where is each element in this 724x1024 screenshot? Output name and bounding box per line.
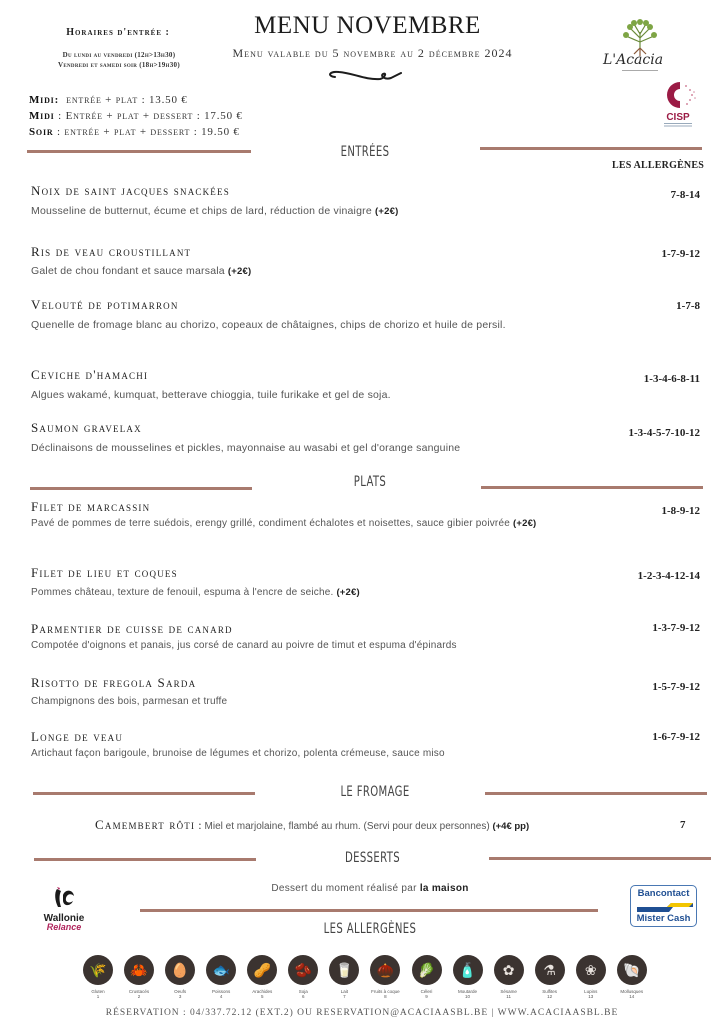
dish-allergens: 1-5-7-9-12	[652, 681, 700, 693]
soy-icon: 🫘	[288, 955, 318, 985]
hours-weekend: Vendredi et samedi soir (18h>19h30)	[58, 61, 180, 69]
hours-weekday: Du lundi au vendredi (12h>13h30)	[62, 51, 176, 59]
fish-icon: 🐟	[206, 955, 236, 985]
dish-description: Déclinaisons de mousselines et pickles, mayonnaise au wasabi et gel d'orange sanguine	[31, 442, 461, 454]
wallonie-relance-logo: Wallonie Relance	[34, 885, 94, 932]
section-title-plats: PLATS	[353, 474, 387, 490]
allergen-crustaces: 🦀 Crustacés 2	[121, 955, 157, 999]
separator-right	[481, 486, 703, 489]
hours-title: Horaires d'entrée :	[66, 27, 170, 38]
section-title-desserts: DESSERTS	[344, 850, 401, 866]
separator-right	[485, 792, 707, 795]
separator-left	[33, 792, 255, 795]
dish-description: Algues wakamé, kumquat, betterave chioggia, tuile furikake et gel de soja.	[31, 389, 391, 401]
dish-allergens: 1-3-4-6-8-11	[643, 373, 700, 385]
cisp-logo-icon	[656, 78, 700, 128]
formula-midi-1: Midi: entrée + plat : 13.50 €	[29, 94, 188, 106]
dish-allergens: 7-8-14	[670, 189, 700, 201]
dish-description: Mousseline de butternut, écume et chips de lard, réduction de vinaigre (+2€)	[31, 205, 399, 217]
allergens-column-header: LES ALLERGÈNES	[611, 160, 704, 171]
dish-description: Compotée d'oignons et panais, jus corsé de canard au poivre de timut et espuma d'épinards	[31, 640, 457, 651]
dish-name: Parmentier de cuisse de canard	[31, 621, 233, 636]
allergen-icons-row	[80, 955, 650, 999]
allergen-oeufs: 🥚 Oeufs 3	[162, 955, 198, 999]
svg-text:CISP: CISP	[666, 112, 690, 123]
formula-midi-2: Midi : Entrée + plat + dessert : 17.50 €	[29, 110, 243, 122]
dish-name: Ceviche d'hamachi	[31, 367, 149, 382]
dish-name: Filet de lieu et coques	[31, 565, 178, 580]
allergen-moutarde: 🧴 Moutarde 10	[450, 955, 486, 999]
dish-name: Risotto de fregola Sarda	[31, 675, 197, 690]
allergen-lupins: ❀ Lupins 13	[573, 955, 609, 999]
allergen-gluten: 🌾 Gluten 1	[80, 955, 116, 999]
mustard-icon: 🧴	[453, 955, 483, 985]
acacia-logo-tagline	[622, 70, 658, 71]
shell-icon: 🐚	[617, 955, 647, 985]
allergen-arachides: 🥜 Arachides 5	[244, 955, 280, 999]
sesame-icon: ✿	[494, 955, 524, 985]
formula-soir: Soir : entrée + plat + dessert : 19.50 €	[29, 126, 240, 138]
allergen-soja: 🫘 Soja 6	[285, 955, 321, 999]
allergen-mollusques: 🐚 Mollusques 14	[614, 955, 650, 999]
dish-name: Velouté de potimarron	[31, 297, 179, 312]
page-subtitle: Menu valable du 5 novembre au 2 décembre 2024	[232, 46, 513, 60]
allergen-fruits-a-coque: 🌰 Fruits à coque 8	[367, 955, 403, 999]
dish-allergens: 1-8-9-12	[661, 505, 700, 517]
dish-allergens: 1-3-7-9-12	[652, 622, 700, 634]
dish-description: Champignons des bois, parmesan et truffe	[31, 696, 228, 707]
dessert-description: Dessert du moment réalisé par la maison	[271, 883, 469, 894]
dish-description: Galet de chou fondant et sauce marsala (+2€)	[31, 265, 252, 277]
dish-description: Artichaut façon barigoule, brunoise de légumes et chorizo, polenta crémeuse, sauce miso	[31, 748, 445, 759]
peanut-icon: 🥜	[247, 955, 277, 985]
allergen-sesame: ✿ Sésame 11	[491, 955, 527, 999]
nut-icon: 🌰	[370, 955, 400, 985]
separator-left	[27, 150, 251, 153]
dish-name: Saumon gravelax	[31, 420, 142, 435]
flourish-ornament	[325, 68, 405, 84]
egg-icon: 🥚	[165, 955, 195, 985]
dish-allergens: 1-2-3-4-12-14	[637, 570, 700, 582]
dish-name: Noix de saint jacques snackées	[31, 183, 230, 198]
dish-description: Pavé de pommes de terre suédois, erengy grillé, condiment échalotes et noisettes, sauce gibier poivrée (+2€)	[31, 518, 537, 529]
dish-allergens: 1-6-7-9-12	[652, 731, 700, 743]
separator-center	[140, 909, 598, 912]
cheese-allergens: 7	[680, 819, 686, 831]
cheese-item: Camembert rôti : Miel et marjolaine, flambé au rhum. (Servi pour deux personnes) (+4€ pp)	[95, 817, 530, 832]
allergen-sulfites: ⚗ Sulfites 12	[532, 955, 568, 999]
wheat-icon: 🌾	[83, 955, 113, 985]
flask-icon: ⚗	[535, 955, 565, 985]
bancontact-stripe-icon	[637, 903, 693, 912]
dish-name: Longe de veau	[31, 729, 124, 744]
celery-icon: 🥬	[412, 955, 442, 985]
section-title-fromage: LE FROMAGE	[340, 784, 410, 800]
rooster-icon	[51, 885, 77, 911]
dish-allergens: 1-7-9-12	[661, 248, 700, 260]
allergen-celeri: 🥬 Céleri 9	[409, 955, 445, 999]
crab-icon: 🦀	[124, 955, 154, 985]
reservation-footer: RÉSERVATION : 04/337.72.12 (EXT.2) OU RESERVATION@ACACIAASBL.BE | WWW.ACACIAASBL.BE	[105, 1008, 619, 1018]
lupin-icon: ❀	[576, 955, 606, 985]
dish-name: Filet de marcassin	[31, 499, 151, 514]
separator-left	[34, 858, 256, 861]
separator-right	[480, 147, 702, 150]
section-title-entrees: ENTRÉES	[340, 144, 390, 160]
separator-right	[489, 857, 711, 860]
page-title: MENU NOVEMBRE	[254, 12, 481, 39]
bancontact-logo: Bancontact Mister Cash	[630, 885, 697, 927]
acacia-logo-text: L'Acacia	[602, 52, 664, 68]
separator-left	[30, 487, 252, 490]
dish-description: Quenelle de fromage blanc au chorizo, copeaux de châtaignes, chips de chorizo et huile de persil.	[31, 319, 506, 331]
allergen-poissons: 🐟 Poissons 4	[203, 955, 239, 999]
dish-description: Pommes château, texture de fenouil, espuma à l'encre de seiche. (+2€)	[31, 587, 360, 598]
section-title-allergenes: LES ALLERGÈNES	[323, 921, 417, 937]
dish-name: Ris de veau croustillant	[31, 244, 192, 259]
allergen-lait: 🥛 Lait 7	[326, 955, 362, 999]
dish-allergens: 1-3-4-5-7-10-12	[628, 427, 700, 439]
dish-allergens: 1-7-8	[676, 300, 700, 312]
milk-icon: 🥛	[329, 955, 359, 985]
